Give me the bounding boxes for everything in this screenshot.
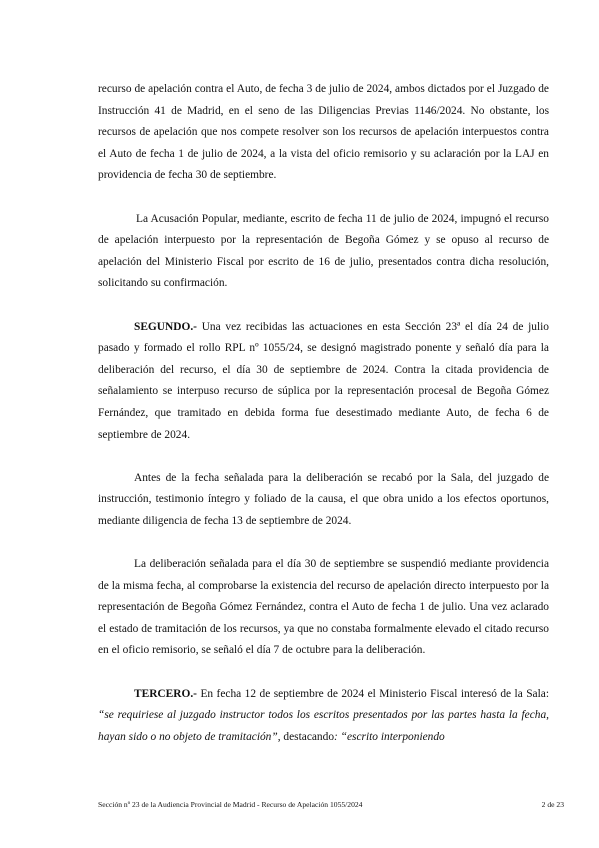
quote-requerimiento: “se requiriese al juzgado instructor todos los escritos presentados por las partes hasta la fecha, hayan sido o no objeto de tramitación” xyxy=(98,709,549,743)
paragraph-tercero-text-2: , destacando xyxy=(277,730,335,743)
paragraph-testimonio: Antes de la fecha señalada para la deliberación se recabó por la Sala, del juzgado de instrucción, testimonio íntegro y foliado de la causa, el que obra unido a los efectos oportunos, mediante diligencia de fecha 13 de septiembre de 2024. xyxy=(98,471,549,527)
footer-court-reference: Sección nº 23 de la Audiencia Provincial de Madrid - Recurso de Apelación 1055/2024 xyxy=(98,800,363,809)
quote-escrito: : “escrito interponiendo xyxy=(334,730,445,743)
paragraph-segundo xyxy=(98,317,549,447)
paragraph-tercero xyxy=(98,684,549,749)
paragraph-tercero-text: En fecha 12 de septiembre de 2024 el Ministerio Fiscal interesó de la Sala: xyxy=(196,687,549,700)
document-body xyxy=(98,79,549,770)
page-footer xyxy=(98,800,564,810)
paragraph-deliberacion: La deliberación señalada para el día 30 de septiembre se suspendió mediante providencia de la misma fecha, al comprobarse la existencia del recurso de apelación directo interpuesto por la representación de Begoña Gómez Fernández, contra el Auto de fecha 1 de julio. Una vez aclarado el estado de tramitación de los recursos, ya que no constaba formalmente elevado el citado recurso en el oficio remisorio, se señaló el día 7 de octubre para la deliberación. xyxy=(98,558,549,657)
paragraph-acusacion-popular: La Acusación Popular, mediante, escrito de fecha 11 de julio de 2024, impugnó el recurso de apelación interpuesto por la representación de Begoña Gómez y se opuso al recurso de apelación del Ministerio Fiscal por escrito de 16 de julio, presentados contra dicha resolución, solicitando su confirmación. xyxy=(98,212,549,290)
paragraph-segundo-text: Una vez recibidas las actuaciones en esta Sección 23ª el día 24 de julio pasado y formado el rollo RPL nº 1055/24, se designó magistrado ponente y señaló día para la deliberación del recurso, el día 30 de septiembre de 2024. Contra la citada providencia de señalamiento se interpuso recurso de súplica por la representación procesal de Begoña Gómez Fernández, que tramitado en debida forma fue desestimado mediante Auto, de fecha 6 de septiembre de 2024. xyxy=(98,320,549,441)
section-heading-segundo: SEGUNDO.- xyxy=(134,320,197,333)
page-number: 2 de 23 xyxy=(541,800,564,809)
section-heading-tercero: TERCERO.- xyxy=(134,687,197,700)
paragraph-recurso-apelacion: recurso de apelación contra el Auto, de fecha 3 de julio de 2024, ambos dictados por el Juzgado de Instrucción 41 de Madrid, en el seno de las Diligencias Previas 1146/2024. No obstante, los recursos de apelación que nos compete resolver son los recursos de apelación interpuestos contra el Auto de fecha 1 de julio de 2024, a la vista del oficio remisorio y su aclaración por la LAJ en providencia de fecha 30 de septiembre. xyxy=(98,83,549,182)
